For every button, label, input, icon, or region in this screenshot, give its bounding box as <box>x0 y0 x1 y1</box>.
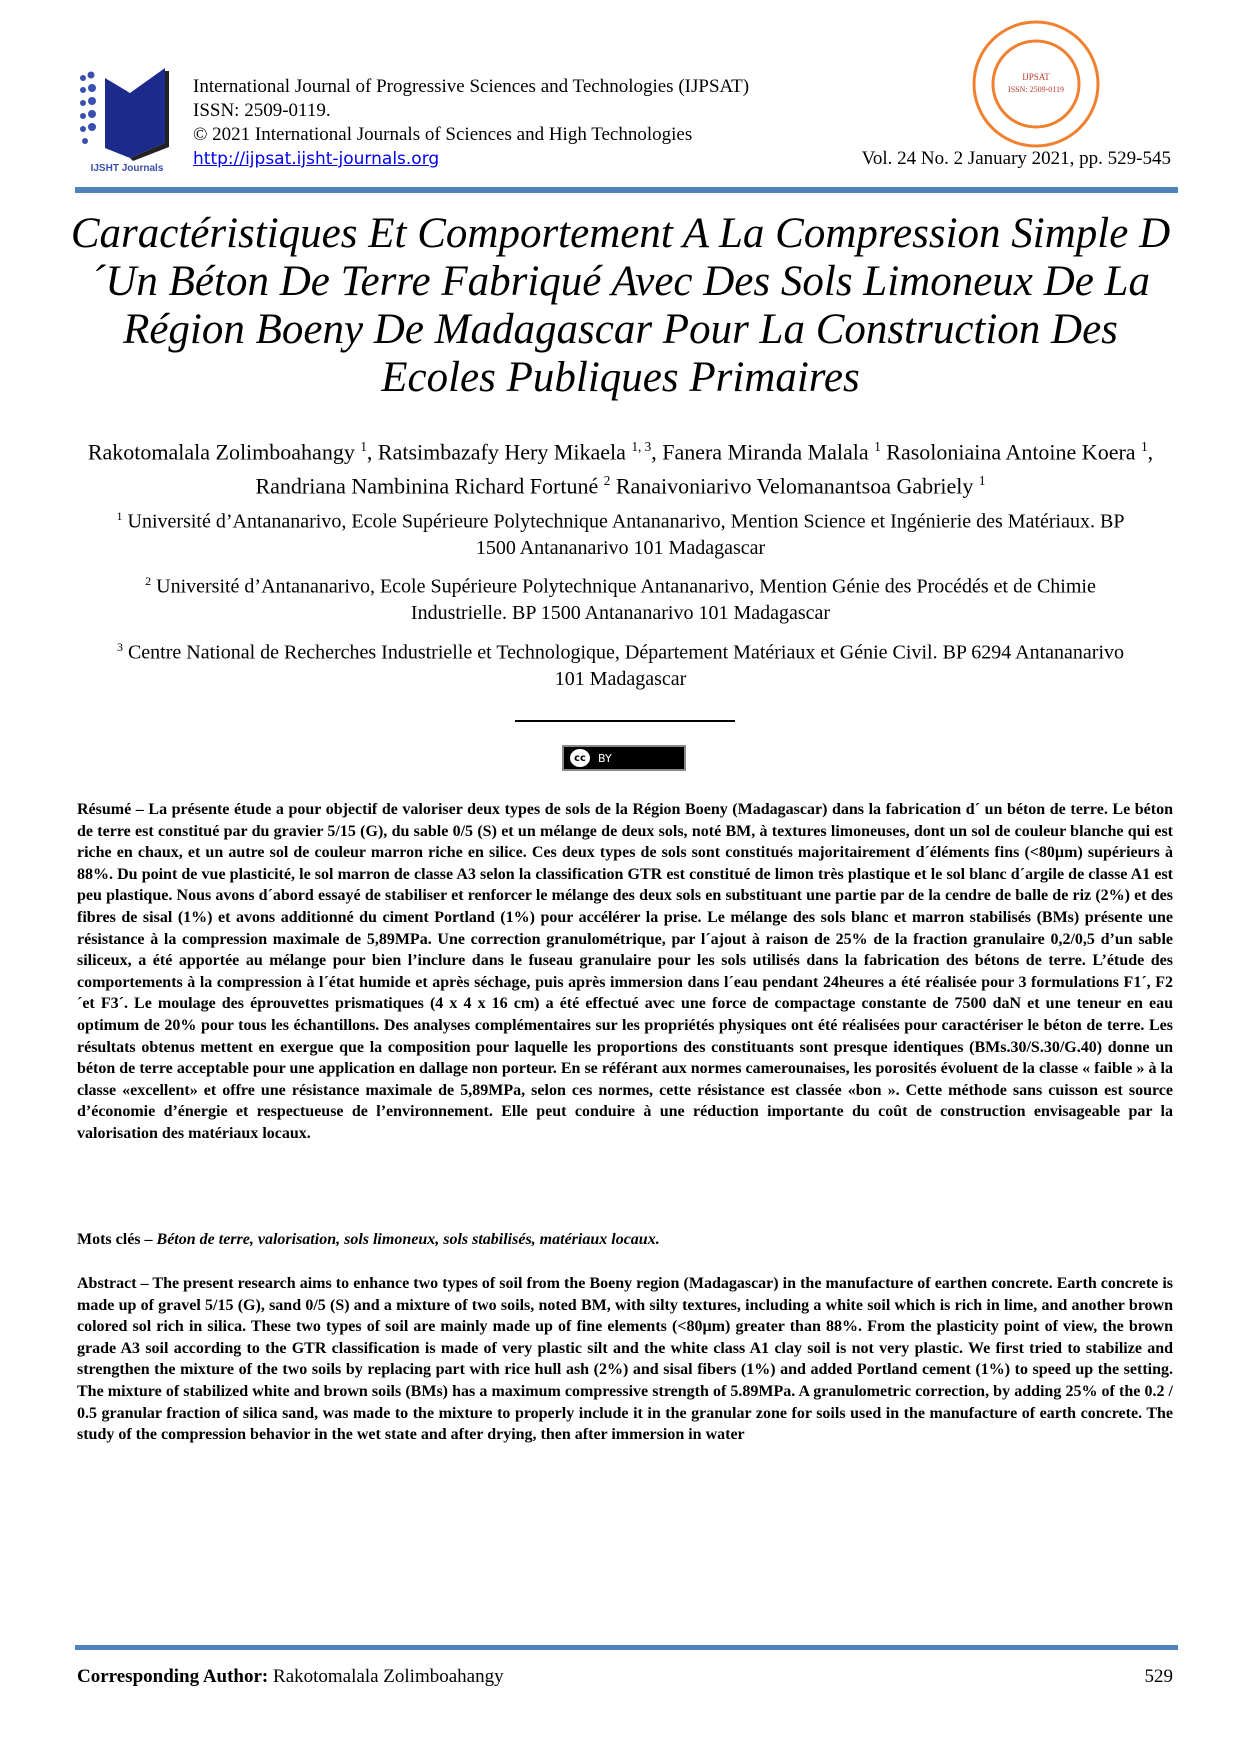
aff-sup: 1 <box>116 509 123 523</box>
page-number: 529 <box>1144 1666 1173 1687</box>
journal-issn: ISSN: 2509-0119. <box>193 100 331 121</box>
affiliation <box>110 634 1131 692</box>
page-footer <box>77 1666 1173 1688</box>
journal-copyright: © 2021 International Journals of Sciences and High Technologies <box>193 124 693 145</box>
footer-label: Corresponding Author: <box>77 1666 269 1687</box>
corresponding-author <box>77 1666 504 1688</box>
footer-divider <box>75 1645 1178 1650</box>
separator-rule <box>515 720 735 722</box>
ijsht-logo <box>75 63 180 175</box>
author-sup: 1, 3 <box>631 439 652 454</box>
abstract-label: Abstract – <box>77 1275 153 1292</box>
author: Randriana Nambinina Richard Fortuné <box>255 473 599 499</box>
ijpsat-seal <box>970 18 1102 150</box>
cc-by-license-badge <box>562 745 686 771</box>
paper-title: Caractéristiques Et Comportement A La Compression Simple D´Un Béton De Terre Fabriqué Avec Des Sols Limoneux De La Région Boeny De Madagascar Pour La Construction Des Ecoles Publiques Primaires <box>70 210 1171 401</box>
abstract-paragraph <box>77 1273 1173 1446</box>
affiliation <box>110 568 1131 626</box>
cc-icon: cc <box>570 749 590 767</box>
author-list: Rakotomalala Zolimboahangy $^1$, Ratsimbazafy Hery Mikaela $^{1, 3}$, Fanera Miranda Malala $^1$ Rasoloniaina Antoine Koera $^1$, Randriana Nambinina Richard Fortuné $^2$ Ranaivoniarivo Velomanantsoa Gabriely $^1$ <box>87 439 1154 499</box>
logo-text: IJSHT Journals <box>90 163 164 174</box>
svg-text:IJPSAT: IJPSAT <box>1022 72 1050 82</box>
aff-text: Université d’Antananarivo, Ecole Supérieure Polytechnique Antananarivo, Mention Science et Ingénierie des Matériaux. BP 1500 Antananarivo 101 Madagascar <box>127 510 1125 559</box>
journal-name: International Journal of Progressive Sciences and Technologies (IJPSAT) <box>193 76 750 97</box>
resume-paragraph <box>77 799 1173 1145</box>
affiliation <box>110 503 1131 561</box>
author: Ratsimbazafy Hery Mikaela <box>377 439 626 465</box>
keywords-paragraph <box>77 1229 1173 1251</box>
by-label: BY <box>598 751 612 765</box>
resume-text: La présente étude a pour objectif de valoriser deux types de sols de la Région Boeny (Madagascar) dans la fabrication d´ un béton de terre. Le béton de terre est constitué par du gravier 5/15 (G), du sable 0/5 (S) et un mélange de deux sols, noté BM, à textures limoneuses, dont un sol de couleur blanche qui est riche en chaux, et un autre sol de couleur marron riche en silice. Ces deux types de sols sont constitués majoritairement d´éléments fins (<80µm) supérieurs à 88%. Du point de vue plasticité, le sol marron de classe A3 selon la classification GTR est constitué de limon très plastique et le sol blanc d´argile de classe A1 est peu plastique. Nous avons d´abord essayé de stabiliser et renforcer le mélange des deux sols en substituant une partie par de la cendre de balle de riz (2%) et des fibres de sisal (1%) et avons additionné du ciment Portland (1%) pour accélérer la prise. Le mélange des sols blanc et marron stabilisés (BMs) présente une résistance à la compression maximale de 5,89MPa. Une correction granulométrique, par l´ajout à raison de 25% de la fraction granulaire 0,2/0,5 d’un sable siliceux, a été apportée au mélange pour bien l’inclure dans le fuseau granulaire pour les sols utilisés dans la fabrication des bétons de terre. L’étude des comportements à la compression à l´état humide et après séchage, puis après immersion dans l´eau pendant 24heures a été réalisée pour 3 formulations F1´, F2´et F3´. Le moulage des éprouvettes prismatiques (4 x 4 x 16 cm) a été effectué avec une force de compactage constante de 7500 daN et une teneur en eau optimum de 20% pour tous les échantillons. Des analyses complémentaires sur les propriétés physiques ont été réalisées pour caractériser le béton de terre. Les résultats obtenus mettent en exergue que la composition pour laquelle les proportions des constituants sont presque identiques (BMs.30/S.30/G.40) donne un béton de terre acceptable pour une application en dallage non porteur. En se référant aux normes camerounaises, les porosités évoluent de la classe « faible » à la classe «excellent» et offre une résistance maximale de 5,89MPa, selon ces normes, cette résistance est classée «bon ». Cette méthode sans cuisson est source d’économie d’énergie et respectueuse de l’environnement. Elle peut conduire à une réduction importante du coût de construction envisageable par la valorisation des matériaux locaux. <box>77 801 1173 1142</box>
journal-header <box>193 75 749 171</box>
header-divider <box>75 187 1178 193</box>
journal-link[interactable]: http://ijpsat.ijsht-journals.org <box>193 149 440 169</box>
author: Rakotomalala Zolimboahangy <box>87 439 355 465</box>
author: Rasoloniaina Antoine Koera <box>886 439 1136 465</box>
aff-sup: 3 <box>116 640 123 654</box>
aff-sup: 2 <box>145 574 152 588</box>
aff-text: Université d’Antananarivo, Ecole Supérieure Polytechnique Antananarivo, Mention Génie des Procédés et de Chimie Industrielle. BP 1500 Antananarivo 101 Madagascar <box>156 575 1096 624</box>
author-sup: 2 <box>603 473 611 489</box>
svg-text:ISSN: 2509-0119: ISSN: 2509-0119 <box>1008 85 1064 94</box>
aff-text: Centre National de Recherches Industrielle et Technologique, Département Matériaux et Génie Civil. BP 6294 Antananarivo 101 Madagascar <box>127 641 1125 690</box>
volume-info: Vol. 24 No. 2 January 2021, pp. 529-545 <box>861 148 1171 169</box>
footer-author: Rakotomalala Zolimboahangy <box>268 1666 504 1687</box>
author-sup: 1 <box>874 439 881 454</box>
abstract-text: The present research aims to enhance two types of soil from the Boeny region (Madagascar) in the manufacture of earthen concrete. Earth concrete is made up of gravel 5/15 (G), sand 0/5 (S) and a mixture of two soils, noted BM, with silty textures, including a white soil which is rich in lime, and another brown colored sol rich in silica. These two types of soil are mainly made up of fine elements (<80µm) greater than 88%. From the plasticity point of view, the brown grade A3 soil according to the GTR classification is made of very plastic silt and the white class A1 clay soil is not very plastic. We first tried to stabilize and strengthen the mixture of the two soils by replacing part with rice hull ash (2%) and sisal fibers (1%) and added Portland cement (1%) to speed up the setting. The mixture of stabilized white and brown soils (BMs) has a maximum compressive strength of 5.89MPa. A granulometric correction, by adding 25% of the 0.2 / 0.5 granular fraction of silica sand, was made to the mixture to properly include it in the granular zone for soils used in the manufacture of earth concrete. The study of the compression behavior in the wet state and after drying, then after immersion in water <box>77 1275 1173 1444</box>
author: Ranaivoniarivo Velomanantsoa Gabriely <box>615 473 974 499</box>
author: Fanera Miranda Malala <box>662 439 869 465</box>
keywords-label: Mots clés – <box>77 1231 157 1248</box>
resume-label: Résumé – <box>77 801 149 818</box>
author-sup: 1 <box>1141 439 1148 454</box>
keywords-text: Béton de terre, valorisation, sols limoneux, sols stabilisés, matériaux locaux. <box>156 1231 660 1248</box>
author-sup: 1 <box>360 439 367 454</box>
author-sup: 1 <box>978 473 986 489</box>
